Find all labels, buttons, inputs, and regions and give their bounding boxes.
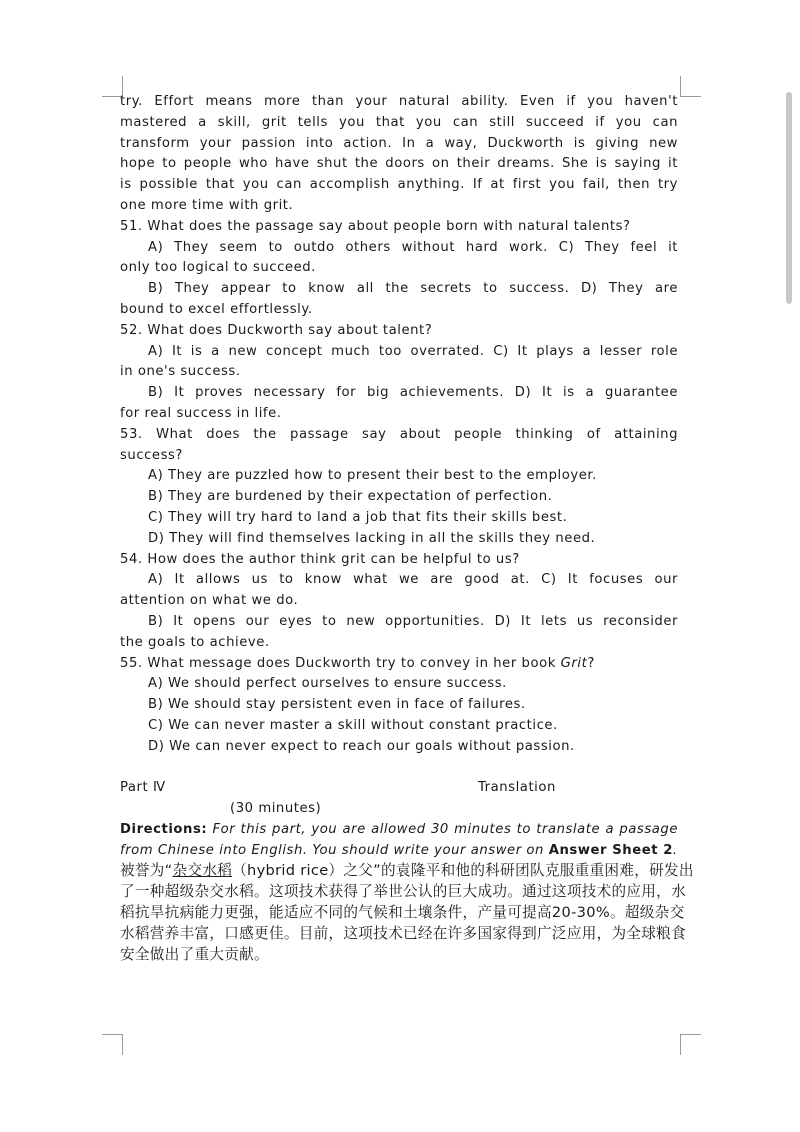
passage-line: hope to people who have shut the doors on their dreams. She is saying it <box>120 156 678 172</box>
option-line: the goals to achieve. <box>120 634 270 650</box>
passage-line: mastered a skill, grit tells you that you can still succeed if you can <box>120 114 678 130</box>
option-d: D) We can never expect to reach our goals without passion. <box>148 738 575 754</box>
question-53 <box>120 425 678 550</box>
option-b: B) They are burdened by their expectation of perfection. <box>148 489 553 505</box>
page-corner-mark-top-right <box>680 76 701 97</box>
passage-paragraph <box>120 92 678 217</box>
translation-line: 了一种超级杂交水稻。这项技术获得了举世公认的巨大成功。通过这项技术的应用，水 <box>120 883 686 901</box>
answer-sheet-label: Answer Sheet 2 <box>548 842 673 858</box>
translation-passage <box>120 861 694 965</box>
directions-text: from Chinese into English. You should write your answer on <box>120 842 549 858</box>
question-stem: 52. What does Duckworth say about talent? <box>120 322 433 338</box>
question-stem: 54. How does the author think grit can be helpful to us? <box>120 551 520 567</box>
directions-end: . <box>672 842 678 858</box>
translation-text: 被誉为“ <box>120 862 173 880</box>
directions-line <box>120 841 678 862</box>
option-line: in one's success. <box>120 364 241 380</box>
question-stem <box>120 654 678 675</box>
option-c: C) We can never master a skill without constant practice. <box>148 717 558 733</box>
option-line: bound to excel effortlessly. <box>120 301 313 317</box>
directions-text: For this part, you are allowed 30 minutes to translate a passage <box>207 821 678 837</box>
option-c: C) They will try hard to land a job that fits their skills best. <box>148 509 568 525</box>
option-line: A) It is a new concept much too overrated. C) It plays a lesser role <box>148 343 678 359</box>
directions <box>120 820 678 862</box>
directions-line <box>120 820 678 841</box>
question-stem: success? <box>120 447 183 463</box>
option-line: A) They seem to outdo others without hard work. C) They feel it <box>148 239 678 255</box>
translation-line: 水稻营养丰富，口感更佳。目前，这项技术已经在许多国家得到广泛应用，为全球粮食 <box>120 924 686 942</box>
translation-text: （hybrid rice）之父”的袁隆平和他的科研团队克服重重困难，研发出 <box>232 862 694 880</box>
option-a: A) We should perfect ourselves to ensure success. <box>148 676 507 692</box>
part-label: Part Ⅳ <box>120 780 166 796</box>
option-b: B) We should stay persistent even in face of failures. <box>148 697 526 713</box>
stem-end: ? <box>587 655 595 671</box>
question-55 <box>120 654 678 758</box>
option-line: attention on what we do. <box>120 593 299 609</box>
option-line: only too logical to succeed. <box>120 260 316 276</box>
page-corner-mark-bottom-right <box>680 1034 701 1055</box>
option-line: B) They appear to know all the secrets to success. D) They are <box>148 281 678 297</box>
vertical-scrollbar[interactable] <box>786 92 792 304</box>
option-line: for real success in life. <box>120 405 282 421</box>
page-corner-mark-bottom-left <box>102 1034 123 1055</box>
document-page <box>120 92 694 965</box>
question-stem: 51. What does the passage say about people born with natural talents? <box>120 218 631 234</box>
passage-line: transform your passion into action. In a way, Duckworth is giving new <box>120 135 678 151</box>
book-title: Grit <box>560 655 588 671</box>
passage-line: try. Effort means more than your natural ability. Even if you haven't <box>120 94 678 109</box>
translation-line: 安全做出了重大贡献。 <box>120 945 269 963</box>
option-line: A) It allows us to know what we are good at. C) It focuses our <box>148 572 678 588</box>
translation-line: 稻抗旱抗病能力更强，能适应不同的气候和土壤条件，产量可提高20-30%。超级杂交 <box>120 904 685 922</box>
passage-line: is possible that you can accomplish anything. If at first you fail, then try <box>120 177 678 193</box>
part-title: Translation <box>478 780 556 796</box>
option-line: B) It proves necessary for big achievements. D) It is a guarantee <box>148 385 678 401</box>
option-line: B) It opens our eyes to new opportunities. D) It lets us reconsider <box>148 613 678 629</box>
question-54 <box>120 550 678 654</box>
section-spacer <box>120 758 678 779</box>
option-a: A) They are puzzled how to present their best to the employer. <box>148 468 597 484</box>
question-stem: 53. What does the passage say about people thinking of attaining <box>120 426 678 442</box>
part-heading <box>120 778 678 799</box>
option-d: D) They will find themselves lacking in all the skills they need. <box>148 530 596 546</box>
directions-label: Directions: <box>120 821 208 837</box>
part-time-limit: (30 minutes) <box>230 801 322 817</box>
stem-text: 55. What message does Duckworth try to convey in her book <box>120 655 561 671</box>
question-51 <box>120 217 678 321</box>
passage-line: one more time with grit. <box>120 197 294 213</box>
question-52 <box>120 321 678 425</box>
translation-line <box>120 861 694 882</box>
underlined-term: 杂交水稻 <box>172 862 233 880</box>
